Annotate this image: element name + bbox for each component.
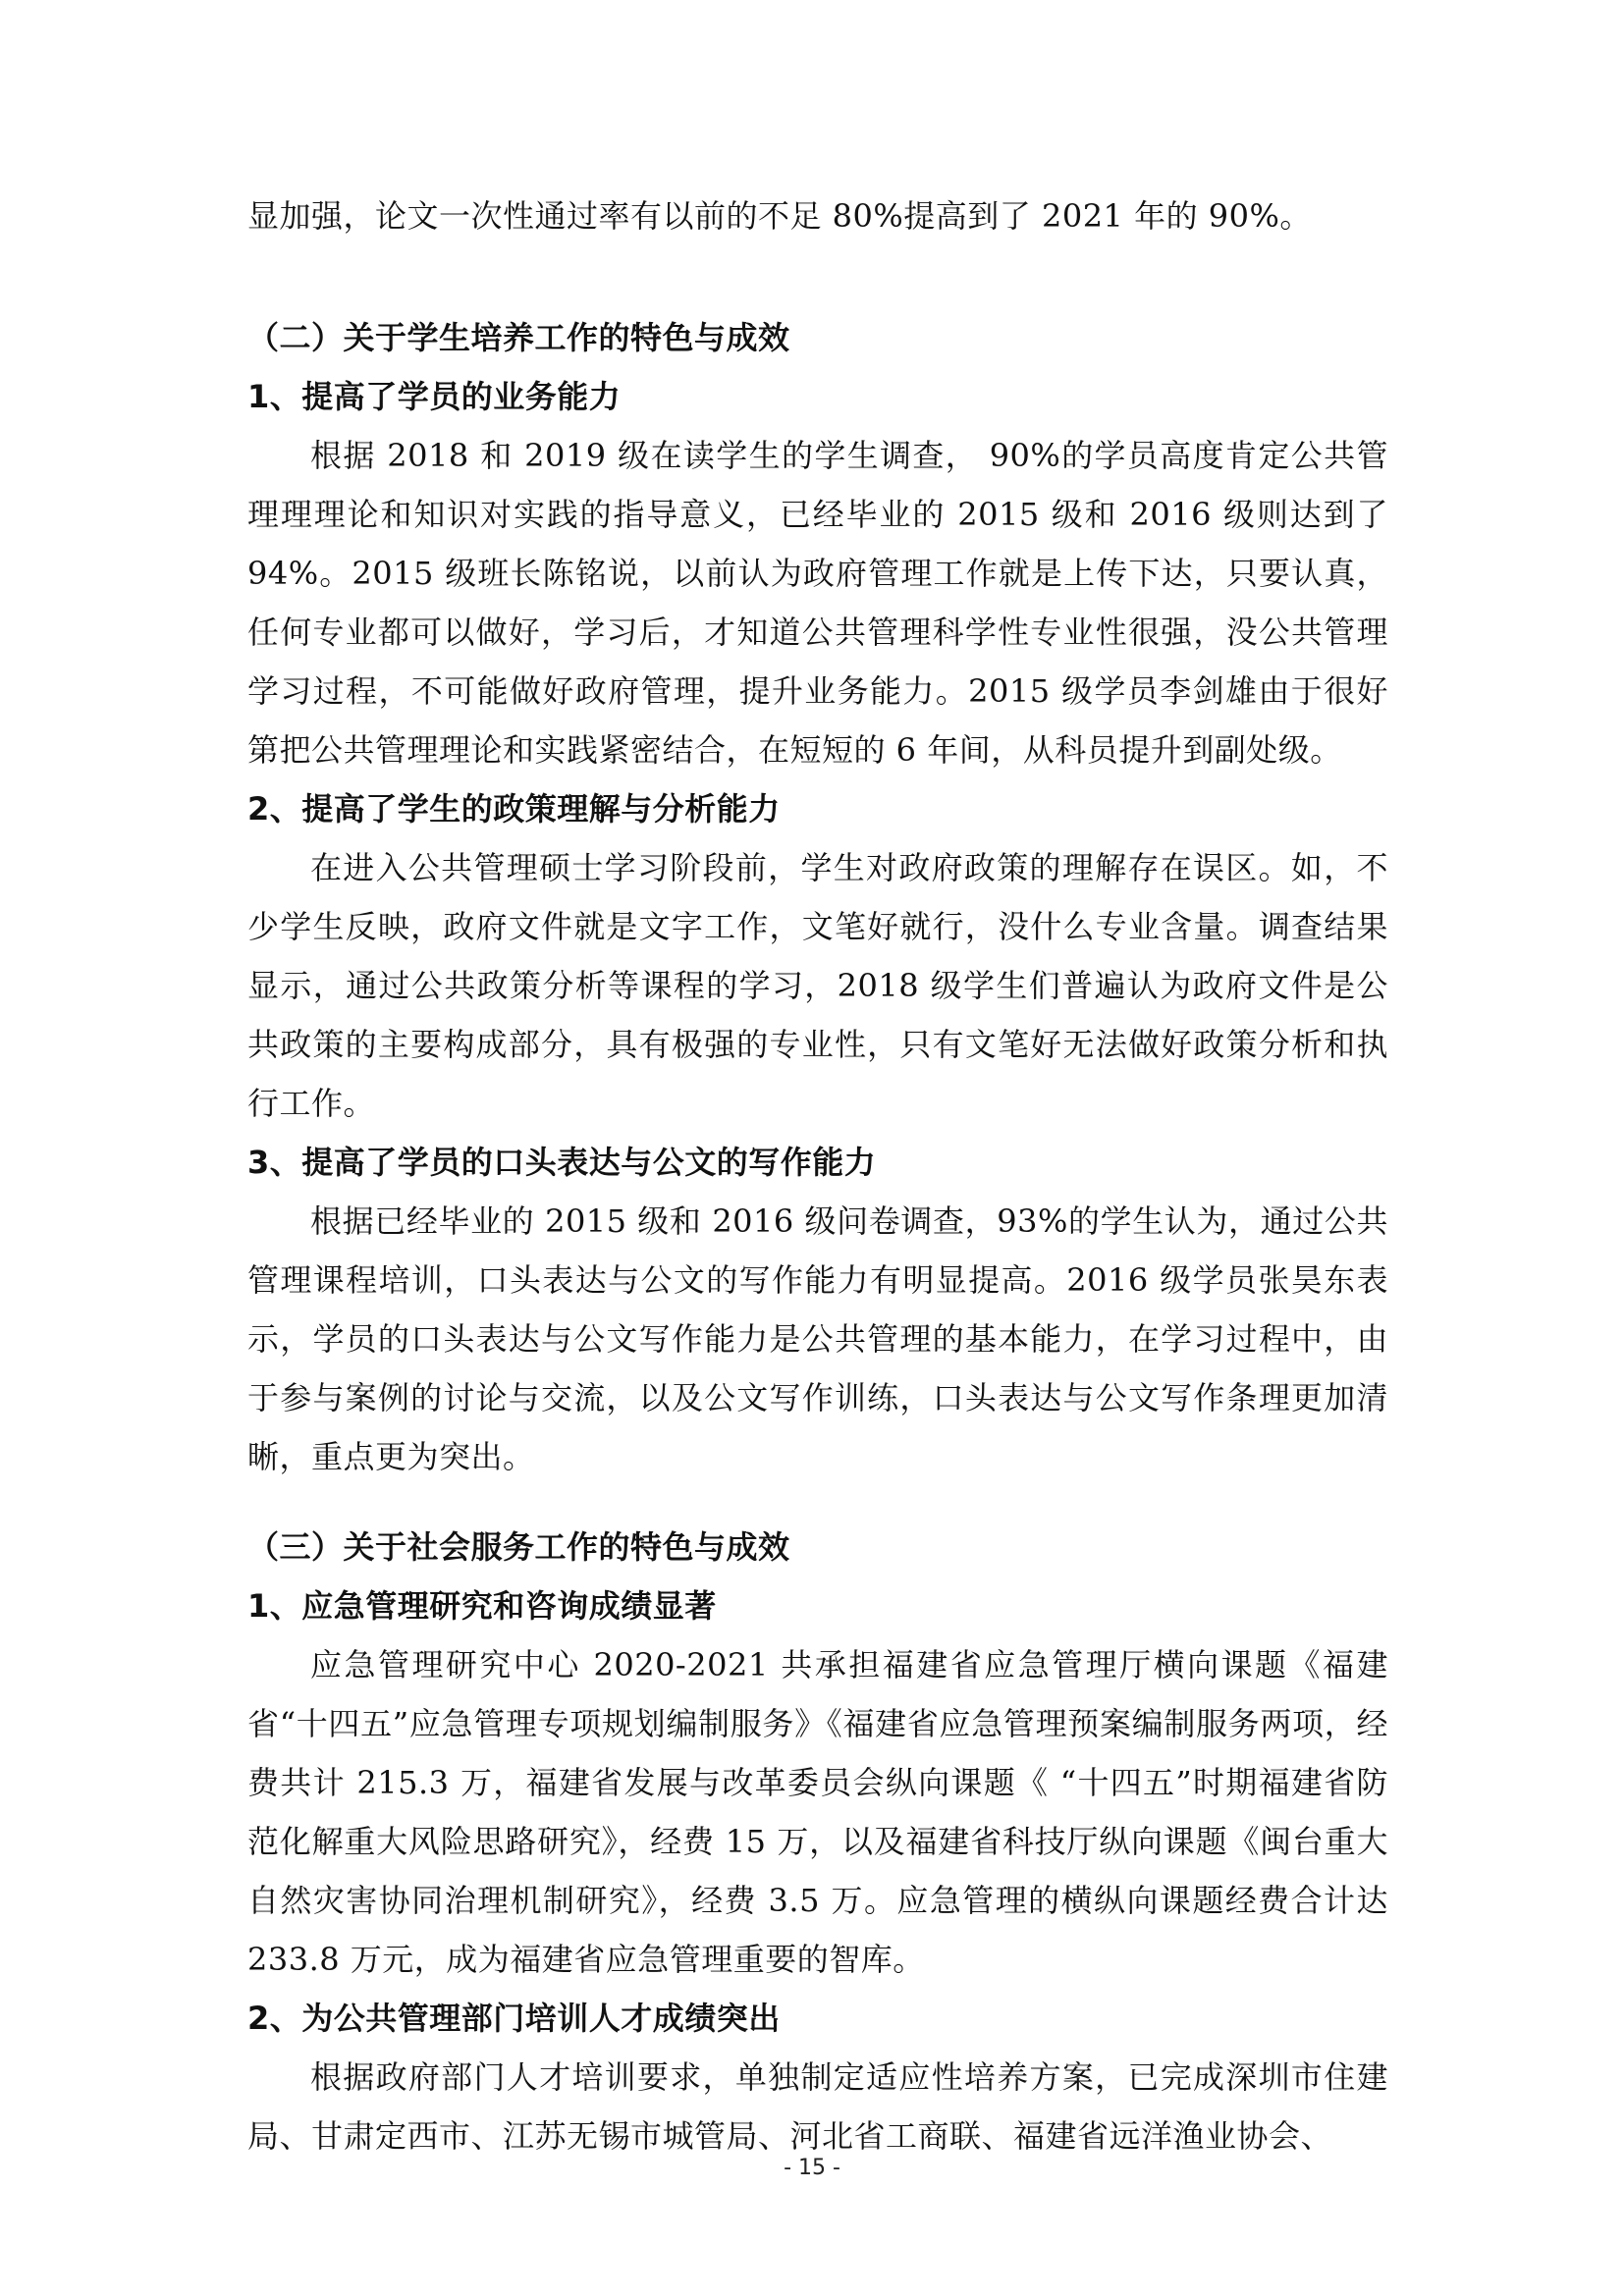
subsection-paragraph: 根据已经毕业的 2015 级和 2016 级问卷调查，93%的学生认为，通过公共管理课程培训，口头表达与公文的写作能力有明显提高。2016 级学员张昊东表示，学员的口头表达与公文写作能力是公共管理的基本能力，在学习过程中，由于参与案例的讨论与交流，以及公文写作训练，口头表达与公文写作条理更加清晰，重点更为突出。 [247,1202,1388,1475]
document-page [247,187,1388,2165]
section-student-training [247,308,1388,1486]
subsection-paragraph: 在进入公共管理硕士学习阶段前，学生对政府政策的理解存在误区。如，不少学生反映，政府文件就是文字工作，文笔好就行，没什么专业含量。调查结果显示，通过公共政策分析等课程的学习，2018 级学生们普遍认为政府文件是公共政策的主要构成部分，具有极强的专业性，只有文笔好无法做好政策分析和执行工作。 [247,849,1388,1122]
subsection-title: 1、应急管理研究和咨询成绩显著 [247,1587,717,1625]
subsection-title: 2、为公共管理部门培训人才成绩突出 [247,2000,781,2037]
page-number: - 15 - [784,2156,840,2180]
subsection-paragraph: 根据 2018 和 2019 级在读学生的学生调查， 90%的学员高度肯定公共管理理理论和知识对实践的指导意义，已经毕业的 2015 级和 2016 级则达到了 94%。2015 级班长陈铭说，以前认为政府管理工作就是上传下达，只要认真，任何专业都可以做好，学习后，才知道公共管理科学性专业性很强，没公共管理学习过程，不可能做好政府管理，提升业务能力。2015 级学员李剑雄由于很好第把公共管理理论和实践紧密结合，在短短的 6 年间，从科员提升到副处级。 [247,437,1388,769]
subsection-title: 1、提高了学员的业务能力 [247,378,622,415]
subsection-title: 2、提高了学生的政策理解与分析能力 [247,790,781,828]
opening-paragraph: 显加强，论文一次性通过率有以前的不足 80%提高到了 2021 年的 90%。 [247,197,1312,235]
section-heading: （二）关于学生培养工作的特色与成效 [247,319,790,356]
section-heading: （三）关于社会服务工作的特色与成效 [247,1528,790,1566]
subsection-paragraph: 应急管理研究中心 2020-2021 共承担福建省应急管理厅横向课题《福建省“十四五”应急管理专项规划编制服务》《福建省应急管理预案编制服务两项，经费共计 215.3 万，福建省发展与改革委员会纵向课题《 “十四五”时期福建省防范化解重大风险思路研究》，经费 15 万，以及福建省科技厅纵向课题《闽台重大自然灾害协同治理机制研究》，经费 3.5 万。应急管理的横纵向课题经费合计达 233.8 万元，成为福建省应急管理重要的智库。 [247,1646,1388,1978]
section-spacer [247,277,1388,308]
section-social-service [247,1518,1388,2165]
subsection-paragraph: 根据政府部门人才培训要求，单独制定适应性培养方案，已完成深圳市住建局、甘肃定西市、江苏无锡市城管局、河北省工商联、福建省远洋渔业协会、 [247,2058,1388,2155]
section-spacer [247,1486,1388,1518]
subsection-title: 3、提高了学员的口头表达与公文的写作能力 [247,1144,877,1181]
